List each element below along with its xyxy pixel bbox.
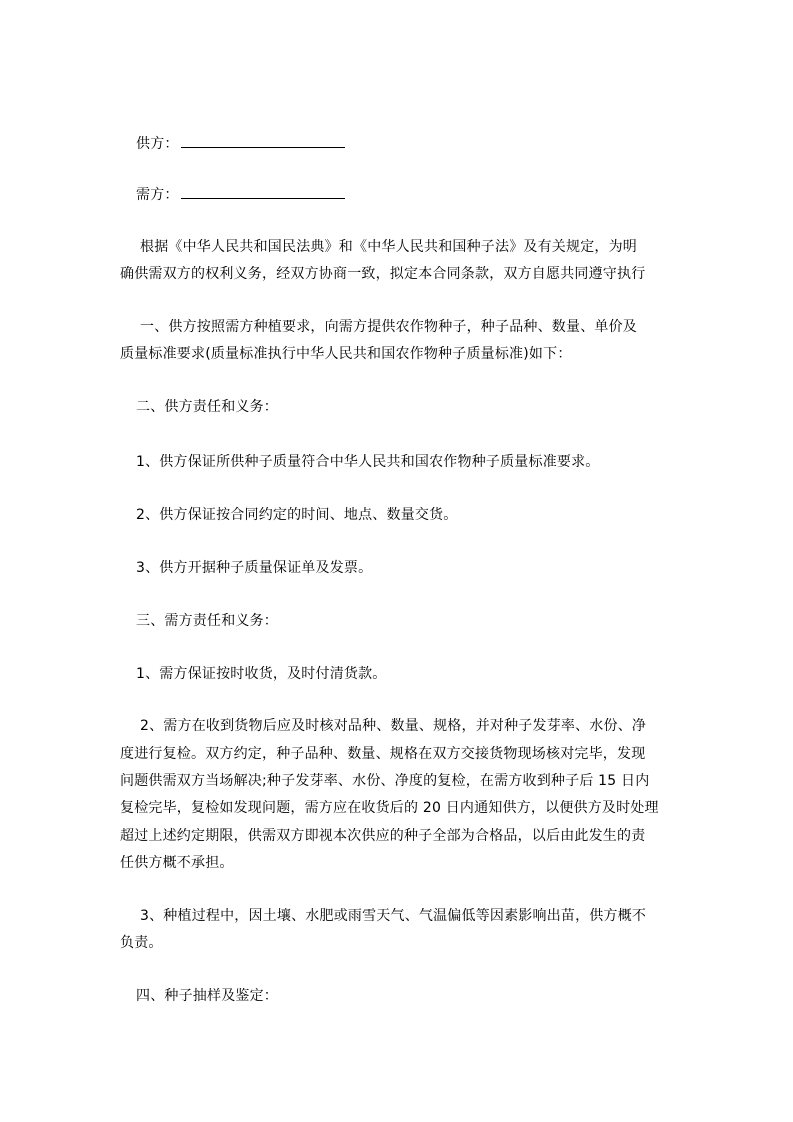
- supplier-blank[interactable]: [181, 135, 345, 148]
- section1-line-1: 一、供方按照需方种植要求，向需方提供农作物种子，种子品种、数量、单价及: [140, 319, 637, 335]
- section3-item2-line-1: 2、需方在收到货物后应及时核对品种、数量、规格，并对种子发芽率、水份、净: [140, 718, 647, 734]
- section3-item2-line-5: 超过上述约定期限，供需双方即视本次供应的种子全部为合格品，以后由此发生的责: [120, 828, 646, 844]
- section3-item-1: 1、需方保证按时收货，及时付清货款。: [136, 666, 387, 682]
- section3-heading: 三、需方责任和义务：: [136, 613, 278, 629]
- buyer-label: 需方：: [136, 187, 179, 203]
- section2-item-1: 1、供方保证所供种子质量符合中华人民共和国农作物种子质量标准要求。: [136, 454, 600, 470]
- section3-item2-line-6: 任供方概不承担。: [120, 855, 234, 871]
- buyer-line: [136, 186, 345, 203]
- section3-item2-line-4: 复检完毕，复检如发现问题，需方应在收货后的 20 日内通知供方，以便供方及时处理: [120, 800, 659, 816]
- section3-item2-line-3: 问题供需双方当场解决;种子发芽率、水份、净度的复检，在需方收到种子后 15 日内: [120, 773, 650, 789]
- section3-item3-line-2: 负责。: [120, 935, 163, 951]
- section3-item3-line-1: 3、种植过程中，因土壤、水肥或雨雪天气、气温偏低等因素影响出苗，供方概不: [140, 908, 647, 924]
- intro-line-2: 确供需双方的权利义务，经双方协商一致，拟定本合同条款，双方自愿共同遵守执行: [120, 266, 646, 282]
- section1-line-2: 质量标准要求(质量标准执行中华人民共和国农作物种子质量标准)如下：: [120, 346, 572, 362]
- section4-heading: 四、种子抽样及鉴定：: [136, 988, 278, 1004]
- supplier-label: 供方：: [136, 136, 179, 152]
- section3-item2-line-2: 度进行复检。双方约定，种子品种、数量、规格在双方交接货物现场核对完毕，发现: [120, 746, 646, 762]
- section2-item-3: 3、供方开据种子质量保证单及发票。: [136, 560, 373, 576]
- section2-heading: 二、供方责任和义务：: [136, 399, 278, 415]
- section2-item-2: 2、供方保证按合同约定的时间、地点、数量交货。: [136, 507, 458, 523]
- buyer-blank[interactable]: [181, 186, 345, 199]
- supplier-line: [136, 135, 345, 152]
- intro-line-1: 根据《中华人民共和国民法典》和《中华人民共和国种子法》及有关规定，为明: [140, 239, 637, 255]
